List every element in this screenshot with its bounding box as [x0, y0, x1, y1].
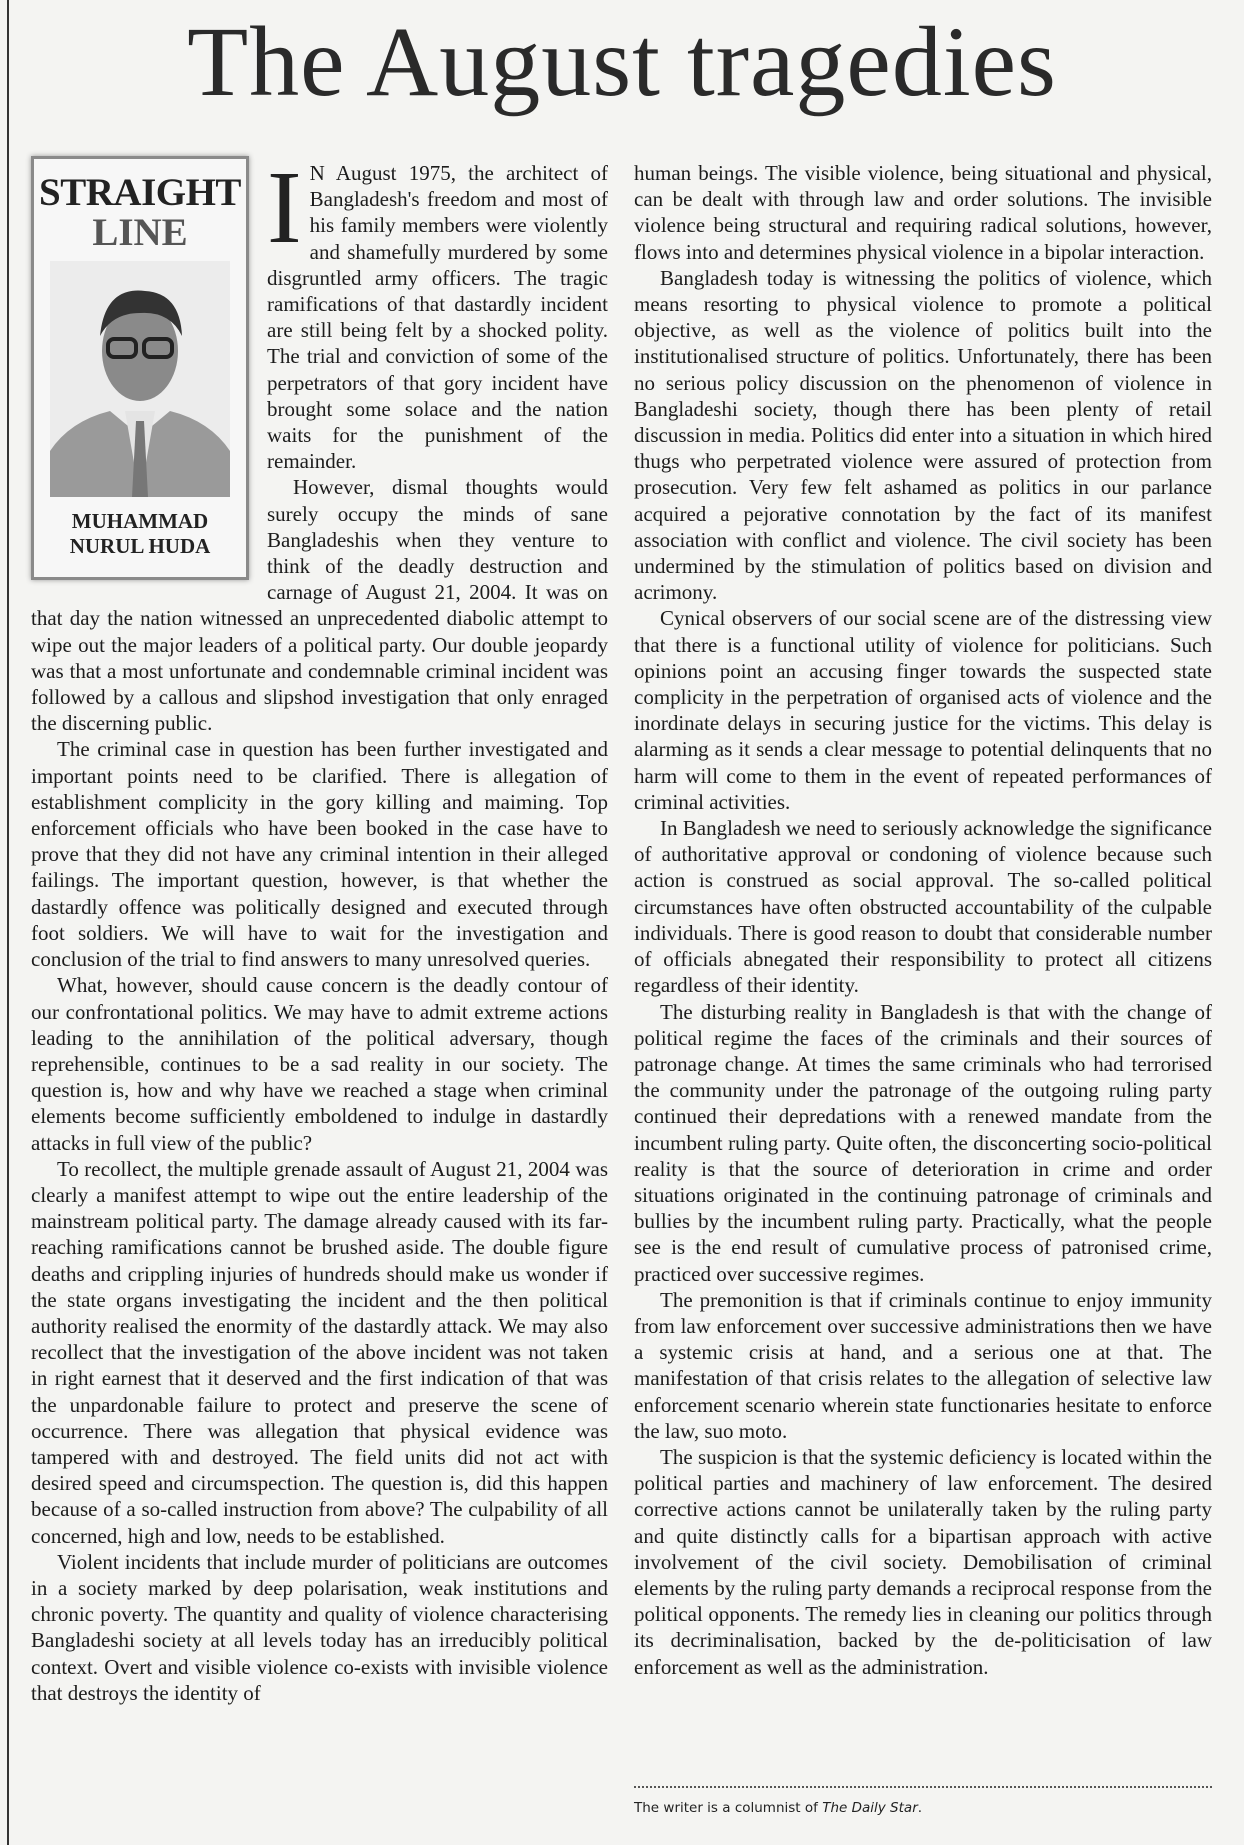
- article-column-1: [31, 150, 608, 1706]
- article-paragraph: The premonition is that if criminals continue to enjoy immunity from law enforcement over successive administrations then we have a systemic crisis at hand, and a serious one at that. The manifestation of that crisis relates to the allegation of selective law enforcement scenario wherein state functionaries hesitate to enforce the law, suo moto.: [634, 1287, 1212, 1443]
- article-paragraph: Violent incidents that include murder of politicians are outcomes in a society marked by deep polarisation, weak institutions and chronic poverty. The quantity and quality of violence characterising Bangladeshi society at all levels today has an irreducibly political context. Overt and visible violence co-exists with invisible violence that destroys the identity of: [31, 1549, 608, 1705]
- article-footer: [634, 1786, 1212, 1816]
- article-paragraph: In Bangladesh we need to seriously acknowledge the significance of authoritative approval or condoning of violence because such action is construed as social approval. The so-called political circumstances have often obstructed accountability of the culpable individuals. There is good reason to doubt that considerable number of officials abnegated their responsibility to protect all citizens regardless of their identity.: [634, 816, 1212, 998]
- article-paragraph: The suspicion is that the systemic deficiency is located within the political parties and machinery of law enforcement. The desired corrective actions cannot be unilaterally taken by the ruling party and quite distinctly calls for a bipartisan approach with active involvement of the civil society. Demobilisation of criminal elements by the ruling party demands a reciprocal response from the political opponents. The remedy lies in cleaning our politics through its decriminalisation, backed by the de-politicisation of law enforcement as well as the administration.: [634, 1444, 1212, 1679]
- drop-cap: I: [267, 150, 302, 265]
- article-column-2: [634, 160, 1212, 1680]
- dotted-divider: [634, 1786, 1212, 1788]
- article-paragraph: The disturbing reality in Bangladesh is that with the change of political regime the faces of the criminals and their sources of patronage change. At times the same criminals who had terrorised the community under the patronage of the outgoing ruling party continued their depredations with a renewed mandate from the incumbent ruling party. Quite often, the disconcerting socio-political reality is that the source of deterioration in crime and order situations originated in the continuing patronage of criminals and bullies by the incumbent ruling party. Practically, what the people see is the end result of cumulative process of patronised crime, practiced over successive regimes.: [634, 999, 1212, 1286]
- author-portrait-icon: [50, 261, 230, 497]
- article-paragraph: The criminal case in question has been further investigated and important points need to be clarified. There is allegation of establishment complicity in the gory killing and maiming. Top enforcement officials who have been booked in the case have to prove that they did not have any criminal intention in their alleged failings. The important question, however, is that whether the dastardly offence was politically designed and executed through foot soldiers. We will have to wait for the investigation and conclusion of the trial to find answers to many unresolved queries.: [31, 737, 608, 972]
- article-paragraph: Bangladesh today is witnessing the politics of violence, which means resorting to physical violence to promote a political objective, as well as the violence of politics built into the institutionalised structure of politics. Unfortunately, there has been no serious policy discussion on the phenomenon of violence in Bangladeshi society, though there has been plenty of retail discussion in media. Politics did enter into a situation in which hired thugs who perpetrated violence were assured of protection from prosecution. Very few felt ashamed as politics in our parlance acquired a pejorative connotation by the fact of its manifest association with conflict and violence. The civil society has been undermined by the stimulation of politics based on division and acrimony.: [634, 265, 1212, 605]
- publication-name: The Daily Star: [822, 1800, 918, 1816]
- article-paragraph: To recollect, the multiple grenade assault of August 21, 2004 was clearly a manifest attempt to wipe out the entire leadership of the mainstream political party. The damage already caused with its far-reaching ramifications cannot be brushed aside. The double figure deaths and crippling injuries of hundreds should make us wonder if the state organs investigating the incident and the then political authority realised the enormity of the dastardly attack. We may also recollect that the investigation of the above incident was not taken in right earnest that it deserved and the first indication of that was the unpardonable failure to protect and preserve the scene of occurrence. There was allegation that physical evidence was tampered with and destroyed. The field units did not act with desired speed and circumspection. The question is, did this happen because of a so-called instruction from above? The culpability of all concerned, high and low, needs to be established.: [31, 1156, 608, 1548]
- article-paragraph: What, however, should cause concern is the deadly contour of our confrontational politics. We may have to admit extreme actions leading to the annihilation of the political adversary, though reprehensible, continues to be a sad reality in our society. The question is, how and why have we reached a stage when criminal elements become sufficiently emboldened to indulge in dastardly attacks in full view of the public?: [31, 973, 608, 1155]
- author-name-line2: NURUL HUDA: [69, 534, 211, 558]
- paragraph-text: N August 1975, the architect of Bangladesh's freedom and most of his family members were violently and shamefully murdered by some disgruntled army officers. The tragic ramifications of that dastardly incident are still being felt by a shocked polity. The trial and conviction of some of the perpetrators of that gory incident have brought some solace and the nation waits for the punishment of the remainder.: [267, 161, 608, 474]
- article-paragraph: However, dismal thoughts would surely occupy the minds of sane Bangladeshis when they venture to think of the deadly destruction and carnage of August 21, 2004. It was on that day the nation witnessed an unprecedented diabolic attempt to wipe out the major leaders of a political party. Our double jeopardy was that a most unfortunate and condemnable criminal incident was followed by a callous and slipshod investigation that only enraged the discerning public.: [31, 475, 608, 736]
- page-border-rule: [7, 0, 9, 1845]
- column-byline-box: [31, 156, 249, 580]
- credit-suffix: .: [917, 1800, 923, 1816]
- article-paragraph: Cynical observers of our social scene are of the distressing view that there is a functional utility of violence for politicians. Such opinions point an accusing finger towards the suspected state complicity in the perpetration of organised acts of violence and the inordinate delays in securing justice for the victims. This delay is alarming as it sends a clear message to potential delinquents that no harm will come to them in the event of repeated performances of criminal activities.: [634, 606, 1212, 814]
- writer-credit: [634, 1800, 1212, 1816]
- column-title-line2: LINE: [92, 211, 188, 254]
- credit-text: The writer is a columnist of: [634, 1800, 823, 1816]
- column-2-text: [634, 265, 1212, 1680]
- column-title-line1: STRAIGHT: [39, 171, 241, 214]
- paragraph-continuation: human beings. The visible violence, being situational and physical, can be dealt with through law and order solutions. The invisible violence being structural and requiring radical solutions, however, flows into and determines physical violence in a bipolar interaction.: [634, 161, 1212, 264]
- headline: The August tragedies: [187, 6, 1057, 117]
- author-name-line1: MUHAMMAD: [71, 509, 209, 533]
